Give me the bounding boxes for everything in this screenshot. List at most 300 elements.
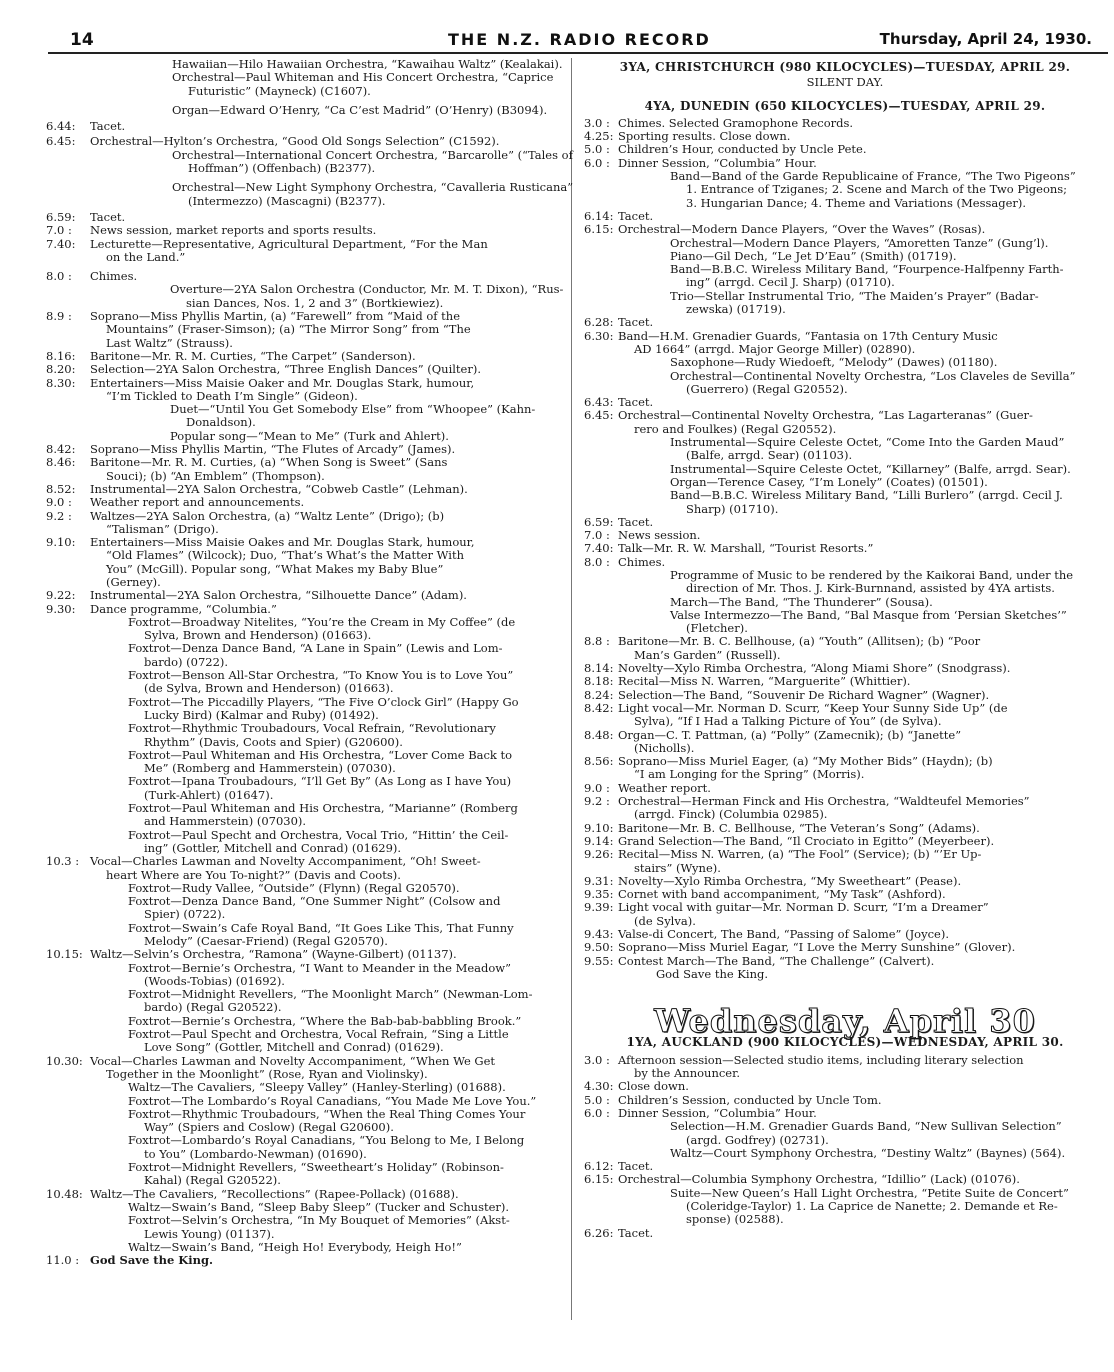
programme-entry [584,290,1106,317]
entry-line: Children’s Hour, conducted by Uncle Pete. [618,142,867,157]
entry-text [90,1095,536,1108]
programme-entry [584,542,1106,555]
entry-time: 7.0 : [46,223,72,238]
entry-time: 10.30: [46,1053,83,1068]
programme-entry [46,536,558,589]
entry-line: Orchestral—Columbia Symphony Orchestra, “Idillio” (Lack) (01076). [618,1172,1020,1187]
entry-text [618,396,653,409]
entry-line: (Guerrero) (Regal G20552). [686,381,848,396]
entry-text [618,702,1008,729]
programme-entry [46,180,574,208]
entry-line: (Woods-Tobias) (01692). [144,973,285,988]
programme-entry [584,436,1106,463]
entry-line: (Fletcher). [686,621,748,636]
entry-text [618,609,1067,636]
entry-time: 10.3 : [46,854,80,869]
entry-text [618,1173,1020,1186]
entry-line: direction of Mr. Thos. J. Kirk-Burnnand, assisted by 4YA artists. [686,581,1055,596]
entry-time: 6.14: [584,208,614,223]
entry-time: 6.45: [46,134,76,149]
station-heading-4ya: 4YA, DUNEDIN (650 KILOCYCLES)—TUESDAY, APRIL 29. [644,98,1046,113]
entry-time: 6.0 : [584,1105,610,1120]
programme-entry [584,729,1106,756]
programme-entry [584,210,1106,223]
entry-time: 8.42: [584,700,614,715]
entry-line: Melody” (Caesar-Friend) (Regal G20570). [144,934,388,948]
programme-entry [46,589,558,602]
entry-text [90,722,496,749]
entry-time: 8.20: [46,362,76,377]
entry-text [618,835,994,848]
entry-line: Foxtrot—Paul Whiteman and His Orchestra, “Marianne” (Romberg [128,801,518,816]
entry-line: Foxtrot—Denza Dance Band, “One Summer Night” (Colsow and [128,894,501,909]
programme-entry [46,855,558,882]
entry-line: (Gerney). [106,574,161,589]
entry-text [618,210,653,223]
entry-time: 11.0 : [46,1253,80,1268]
programme-entry [584,223,1106,236]
entry-time: 9.35: [584,887,614,902]
programme-entry [584,250,1106,263]
issue-date: Thursday, April 24, 1930. [879,30,1092,48]
entry-text [90,1015,521,1028]
entry-text [90,696,519,723]
entry-text [618,1227,653,1240]
page-header [70,30,1102,54]
entry-line: Foxtrot—Paul Specht and Orchestra, Vocal Trio, “Hittin’ the Ceil- [128,827,509,842]
entry-text [90,135,499,148]
programme-entry [584,130,1106,143]
entry-line: Orchestral—Hylton’s Orchestra, “Good Old Songs Selection” (C1592). [90,134,500,149]
entry-line: (arrgd. Finck) (Columbia 02985). [634,807,828,822]
entry-line: Spier) (0722). [144,907,226,922]
entry-text [90,443,455,456]
entry-text [90,238,488,265]
entry-line: “Talisman” (Drigo). [106,521,219,536]
entry-text [618,263,1064,290]
programme-entry [584,848,1106,875]
entry-line: (Nicholls). [634,740,695,755]
entry-time: 6.15: [584,222,614,237]
entry-line: Chimes. Selected Gramophone Records. [618,115,854,130]
entry-line: Hoffman”) (Offenbach) (B2377). [188,161,376,176]
entry-line: Afternoon session—Selected studio items, including literary selection [618,1052,1024,1067]
entry-line: Tacet. [618,1225,654,1240]
entry-text [90,1241,462,1254]
entry-time: 6.44: [46,119,76,134]
entry-line: Waltz—Court Symphony Orchestra, “Destiny Waltz” (Baynes) (564). [670,1145,1066,1160]
entry-line: Dinner Session, “Columbia” Hour. [618,1105,817,1120]
entry-line: Waltz—Swain’s Band, “Heigh Ho! Everybody, Heigh Ho!” [128,1239,462,1254]
programme-entry [46,363,558,376]
entry-line: Dance programme, “Columbia.” [90,601,277,616]
entry-text [618,237,1048,250]
entry-text [90,962,511,989]
entry-text [90,882,460,895]
station-heading-3ya: 3YA, CHRISTCHURCH (980 KILOCYCLES)—TUESDAY, APRIL 29. [619,60,1071,74]
day-heading: Wednesday, April 30 [654,1002,1036,1041]
programme-entry [584,689,1106,702]
entry-time: 6.0 : [584,155,610,170]
entry-text [618,529,700,542]
programme-entry [584,1173,1106,1186]
column-divider [571,58,572,1320]
entry-time: 8.8 : [584,634,610,649]
entry-text [618,556,665,569]
entry-time: 10.48: [46,1186,83,1201]
entry-time: 7.40: [584,541,614,556]
entry-line: Waltz—Swain’s Band, “Sleep Baby Sleep” (Tucker and Schuster). [128,1199,510,1214]
entry-line: zewska) (01719). [686,302,786,317]
entry-time: 10.15: [46,947,83,962]
entry-line: Orchestral—Herman Finck and His Orchestra, “Waldteufel Memories” [618,794,1030,809]
entry-line: (Coleridge-Taylor) 1. La Caprice de Nanette; 2. Demande et Re- [686,1199,1058,1214]
entry-line: Love Song” (Gottler, Mitchell and Conrad) (01629). [144,1040,444,1055]
programme-entry [584,396,1106,409]
entry-time: 9.39: [584,900,614,915]
entry-line: (Turk-Ahlert) (01647). [144,787,274,802]
entry-line: Last Waltz” (Strauss). [106,335,233,350]
entry-text [90,642,503,669]
programme-entry [584,928,1106,941]
entry-line: Foxtrot—Midnight Revellers, “Sweetheart’s Holiday” (Robinson- [128,1160,504,1175]
entry-text [618,968,768,981]
entry-text [618,635,980,662]
programme-entry [46,1241,558,1254]
entry-time: 4.25: [584,129,614,144]
entry-line: Soprano—Miss Muriel Eagar, “I Love the Merry Sunshine” (Glover). [618,940,1016,955]
entry-text [90,310,471,350]
entry-line: News session, market reports and sports results. [90,223,377,238]
programme-entry [584,476,1106,489]
entry-line: Orchestral—Continental Novelty Orchestra, “Las Lagarteranas” (Guer- [618,408,1033,423]
entry-text [90,510,444,537]
programme-entry [46,377,558,404]
entry-line: Futuristic” (Mayneck) (C1607). [188,83,371,98]
entry-line: Weather report and announcements. [90,495,305,510]
entry-line: Donaldson). [186,415,256,430]
entry-text [90,589,467,602]
entry-line: Organ—C. T. Pattman, (a) “Polly” (Zamecnik); (b) “Janette” [618,727,962,742]
programme-entry [584,782,1106,795]
publication-title: THE N.Z. RADIO RECORD [448,30,711,49]
entry-line: heart Where are You To-night?” (Davis and Coots). [106,867,401,882]
entry-text [618,1147,1065,1160]
entry-text [90,1214,510,1241]
entry-line: Waltz—The Cavaliers, “Recollections” (Rapee-Pollack) (01688). [90,1186,459,1201]
programme-entry [584,316,1106,329]
entry-line: Instrumental—Squire Celeste Octet, “Come Into the Garden Maud” [670,435,1065,450]
entry-line: Baritone—Mr. B. C. Bellhouse, (a) “Youth” (Allitsen); (b) “Poor [618,634,981,649]
programme-entry [584,875,1106,888]
entry-text [90,1161,504,1188]
entry-text [90,224,376,237]
programme-entry [584,1120,1106,1147]
entry-line: Valse-di Concert, The Band, “Passing of Salome” (Joyce). [618,927,949,941]
entry-line: Foxtrot—Paul Specht and Orchestra, Vocal Refrain, “Sing a Little [128,1027,509,1042]
entry-text [90,403,535,430]
programme-entry [584,1054,1106,1081]
programme-entry [46,749,558,776]
entry-text [618,316,653,329]
programme-entry [46,962,558,989]
entry-time: 6.59: [46,209,76,224]
programme-entry [46,603,558,616]
entry-line: Sylva), “If I Had a Talking Picture of You” (de Sylva). [634,714,942,729]
entry-text [90,616,515,643]
entry-line: Contest March—The Band, “The Challenge” (Calvert). [618,953,935,968]
entry-time: 3.0 : [584,1052,610,1067]
programme-entry [584,675,1106,688]
programme-entry [584,356,1106,369]
programme-entry [46,882,558,895]
silent-day-note: SILENT DAY. [806,75,884,90]
programme-entry [46,282,564,310]
entry-time: 6.26: [584,1225,614,1240]
entry-text [618,436,1064,463]
entry-line: 3. Hungarian Dance; 4. Theme and Variations (Messager). [686,195,1027,210]
entry-time: 8.18: [584,674,614,689]
entry-line: Tacet. [618,208,654,223]
entry-line: Band—B.B.C. Wireless Military Band, “Fourpence-Halfpenny Farth- [670,262,1064,277]
entry-line: rero and Foulkes) (Regal G20552). [634,421,837,436]
entry-line: Piano—Gil Dech, “Le Jet D’Eau” (Smith) (01719). [670,248,957,263]
entry-line: Recital—Miss N. Warren, “Marguerite” (Whittier). [618,674,911,689]
entry-line: ing” (arrgd. Cecil J. Sharp) (01710). [686,275,895,290]
entry-line: Lecturette—Representative, Agricultural Department, “For the Man [90,236,488,251]
programme-entry [584,609,1106,636]
programme-entry [584,117,1106,130]
entry-line: Cornet with band accompaniment, “My Task” (Ashford). [618,887,946,902]
entry-line: Baritone—Mr. R. M. Curties, (a) “When Song is Sweet” (Sans [90,455,448,470]
entry-line: “I’m Tickled to Death I’m Single” (Gideon). [106,388,358,403]
entry-text [90,1081,506,1094]
programme-entry [584,795,1106,822]
programme-entry [46,71,558,98]
entry-line: Baritone—Mr. B. C. Bellhouse, “The Veteran’s Song” (Adams). [618,820,980,835]
entry-time: 8.52: [46,481,76,496]
entry-text [618,729,961,756]
entry-text [618,569,1073,596]
programme-entry [46,1201,558,1214]
entry-line: Orchestral—Paul Whiteman and His Concert Orchestra, “Caprice [172,70,554,85]
entry-line: Orchestral—Continental Novelty Orchestra, “Los Claveles de Sevilla” [670,368,1076,383]
entry-line: Baritone—Mr. R. M. Curties, “The Carpet” (Sanderson). [90,348,416,363]
entry-text [618,848,981,875]
entry-line: Novelty—Xylo Rimba Orchestra, “Along Miami Shore” (Snodgrass). [618,661,1011,676]
entry-line: Trio—Stellar Instrumental Trio, “The Maiden’s Prayer” (Badar- [670,288,1039,303]
programme-entry [46,1015,558,1028]
entry-line: Waltzes—2YA Salon Orchestra, (a) “Waltz Lente” (Drigo); (b) [90,508,445,523]
programme-entry [46,224,558,237]
programme-entry [46,948,558,961]
entry-line: March—The Band, “The Thunderer” (Sousa). [670,594,933,609]
entry-line: Tacet. [618,514,654,529]
entry-text [90,603,277,616]
programme-entry [584,556,1106,569]
programme-entry [46,270,558,283]
entry-time: 8.0 : [584,554,610,569]
entry-text [90,58,563,71]
entry-line: (de Sylva). [634,913,696,928]
entry-time: 9.22: [46,588,76,603]
entry-line: Instrumental—2YA Salon Orchestra, “Cobweb Castle” (Lehman). [90,481,468,496]
entry-time: 6.43: [584,395,614,410]
entry-text [90,1055,495,1082]
entry-line: Tacet. [618,395,654,410]
entry-line: Duet—“Until You Get Somebody Else” from “Whoopee” (Kahn- [170,402,536,417]
programme-entry [46,922,558,949]
entry-text [618,822,980,835]
entry-text [90,181,573,208]
programme-entry [46,496,558,509]
entry-line: on the Land.” [106,249,186,264]
entry-line: Tacet. [90,209,126,224]
programme-entry [584,1107,1106,1120]
programme-entry [46,669,558,696]
entry-line: bardo) (Regal G20522). [144,1000,282,1015]
entry-line: to You” (Lombardo-Newman) (01690). [144,1146,367,1161]
programme-entry [46,1095,558,1108]
programme-entry [584,237,1106,250]
entry-text [618,662,1010,675]
programme-entry [46,829,558,856]
programme-entry [584,1147,1106,1160]
programme-entry [584,888,1106,901]
entry-line: bardo) (0722). [144,654,229,669]
entry-line: 1. Entrance of Tziganes; 2. Scene and March of the Two Pigeons; [686,182,1068,197]
entry-text [618,1160,653,1173]
entry-line: Novelty—Xylo Rimba Orchestra, “My Sweetheart” (Pease). [618,873,962,888]
programme-entry [584,822,1106,835]
entry-line: You” (McGill). Popular song, “What Makes my Baby Blue” [106,561,444,576]
programme-entry [584,170,1106,210]
programme-entry [584,370,1106,397]
entry-line: Foxtrot—Bernie’s Orchestra, “I Want to Meander in the Meadow” [128,960,512,975]
entry-time: 3.0 : [584,115,610,130]
programme-entry [46,1081,558,1094]
left-column [46,57,574,1268]
entry-text [90,377,474,404]
programme-entry [46,483,558,496]
entry-time: 7.0 : [584,528,610,543]
entry-line: God Save the King. [656,966,769,981]
entry-time: 6.12: [584,1159,614,1174]
programme-entry [584,330,1106,357]
entry-time: 9.31: [584,873,614,888]
entry-text [618,1107,817,1120]
entry-time: 9.14: [584,833,614,848]
entry-text [618,888,946,901]
programme-entry [46,57,563,71]
entry-time: 9.10: [46,535,76,550]
entry-line: Children’s Session, conducted by Uncle Tom. [618,1092,882,1107]
programme-entry [584,516,1106,529]
entry-line: Valse Intermezzo—The Band, “Bal Masque from ‘Persian Sketches’” [670,607,1067,622]
entry-line: Orchestral—New Light Symphony Orchestra, “Cavalleria Rusticana” [172,180,574,195]
entry-text [618,1054,1024,1081]
entry-line: Orchestral—International Concert Orchestra, “Barcarolle” (“Tales of [172,147,573,162]
entry-line: Sporting results. Close down. [618,129,791,144]
entry-line: (Balfe, arrgd. Sear) (01103). [686,448,853,463]
entry-time: 9.10: [584,820,614,835]
entry-text [618,223,985,236]
entry-line: Suite—New Queen’s Hall Light Orchestra, “Petite Suite de Concert” [670,1185,1069,1200]
entry-line: Foxtrot—Denza Dance Band, “A Lane in Spain” (Lewis and Lom- [128,641,503,656]
entry-line: Soprano—Miss Phyllis Martin, (a) “Farewell” from “Maid of the [90,309,461,324]
entry-line: Foxtrot—Broadway Nitelites, “You’re the Cream in My Coffee” (de [128,614,516,629]
entry-line: Lewis Young) (01137). [144,1226,275,1241]
programme-entry [584,143,1106,156]
entry-line: Orchestral—Modern Dance Players, “Amoretten Tanze” (Gung’l). [670,235,1049,250]
entry-text [90,775,511,802]
entry-line: Waltz—The Cavaliers, “Sleepy Valley” (Hanley-Sterling) (01688). [128,1080,506,1095]
entry-text [90,536,475,589]
entry-text [90,855,481,882]
programme-entry [46,1214,558,1241]
entry-line: Foxtrot—Paul Whiteman and His Orchestra, “Lover Come Back to [128,747,513,762]
entry-line: God Save the King. [90,1253,214,1268]
programme-entry [584,755,1106,782]
entry-line: Waltz—Selvin’s Orchestra, “Ramona” (Wayne-Gilbert) (01137). [90,947,457,962]
programme-entry [46,456,558,483]
entry-text [90,211,125,224]
entry-time: 8.9 : [46,309,72,324]
entry-text [618,782,711,795]
entry-text [90,1254,213,1267]
programme-entry [584,635,1106,662]
entry-text [90,350,416,363]
entry-line: Chimes. [618,554,666,569]
entry-line: Foxtrot—Lombardo’s Royal Canadians, “You Belong to Me, I Belong [128,1133,525,1148]
programme-entry [584,968,1106,981]
programme-entry [46,1055,558,1082]
entry-line: Selection—H.M. Grenadier Guards Band, “New Sullivan Selection” [670,1119,1062,1134]
entry-line: Band—H.M. Grenadier Guards, “Fantasia on 17th Century Music [618,328,998,343]
entry-line: Talk—Mr. R. W. Marshall, “Tourist Resorts.” [618,541,874,556]
entry-line: Orchestral—Modern Dance Players, “Over the Waves” (Rosas). [618,222,986,237]
entry-text [618,117,853,130]
entry-line: Foxtrot—Rudy Vallee, “Outside” (Flynn) (Regal G20570). [128,880,460,895]
entry-time: 9.2 : [584,794,610,809]
entry-line: Organ—Edward O’Henry, “Ca C’est Madrid” (O’Henry) (B3094). [172,102,548,117]
entry-line: Rhythm” (Davis, Coots and Spier) (G20600). [144,734,403,749]
entry-line: Programme of Music to be rendered by the Kaikorai Band, under the [670,567,1074,582]
entry-line: Foxtrot—Swain’s Cafe Royal Band, “It Goes Like This, That Funny [128,920,514,935]
programme-entry [584,1160,1106,1173]
entry-text [90,749,512,776]
entry-line: Band—B.B.C. Wireless Military Band, “Lilli Burlero” (arrgd. Cecil J. [670,488,1063,503]
entry-time: 8.24: [584,687,614,702]
entry-text [618,356,997,369]
entry-time: 9.0 : [46,495,72,510]
programme-entry [46,696,558,723]
entry-line: Foxtrot—Benson All-Star Orchestra, “To Know You is to Love You” [128,668,514,683]
entry-line: Instrumental—2YA Salon Orchestra, “Silhouette Dance” (Adam). [90,588,467,603]
entry-text [90,270,137,283]
entry-line: News session. [618,528,701,543]
entry-time: 4.30: [584,1079,614,1094]
entry-line: and Hammerstein) (07030). [144,814,307,829]
programme-entry [584,1187,1106,1227]
programme-entry [46,350,558,363]
entry-text [618,955,934,968]
programme-entry [46,1108,558,1135]
entry-line: Light vocal with guitar—Mr. Norman D. Scurr, “I’m a Dreamer” [618,900,989,915]
programme-entry [46,430,558,443]
entry-text [90,1134,524,1161]
entry-text [90,483,468,496]
